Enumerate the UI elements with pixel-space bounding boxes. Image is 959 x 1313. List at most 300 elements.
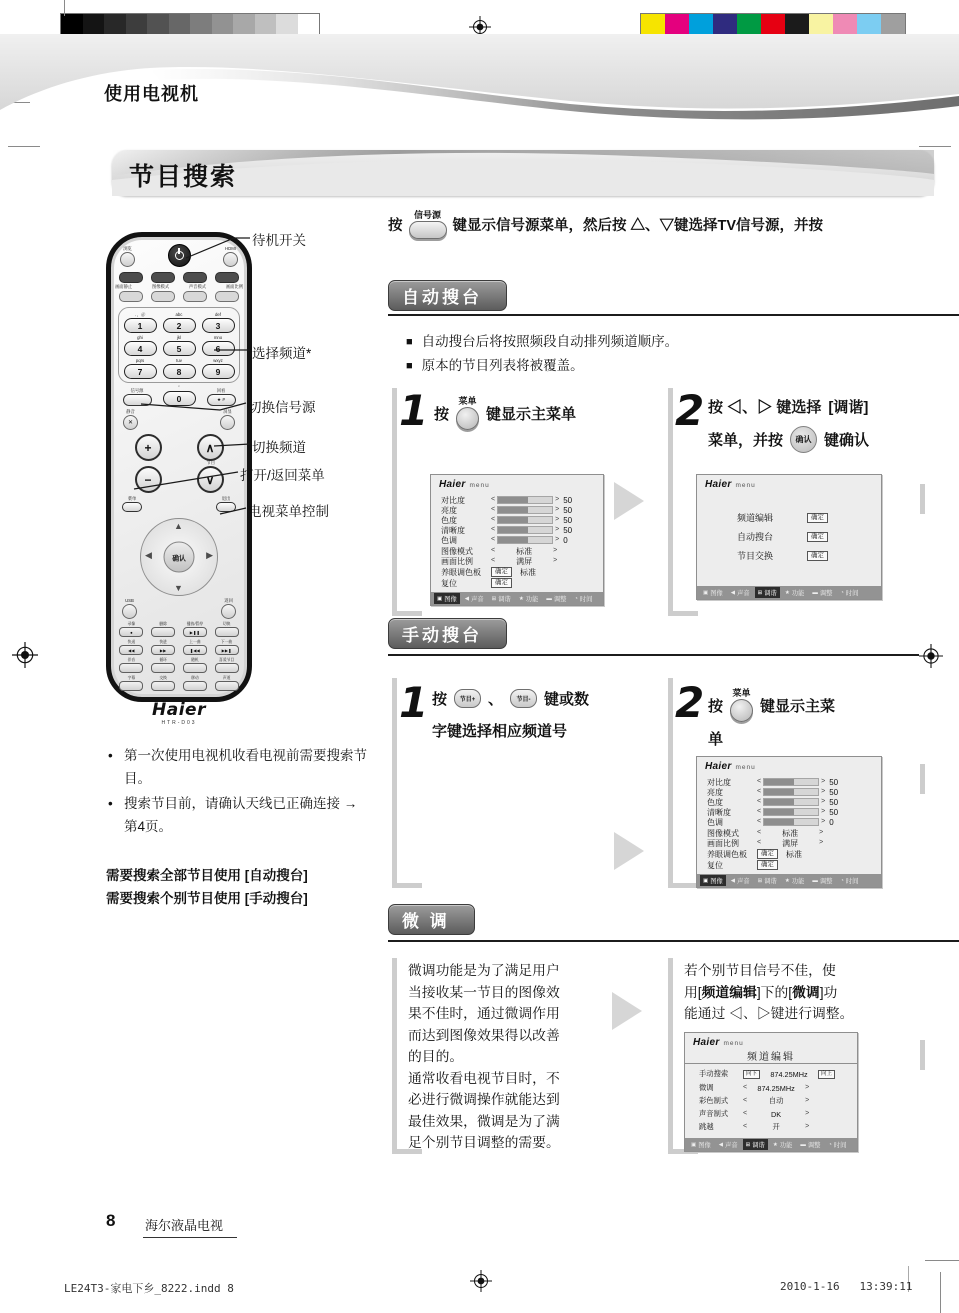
tab-label: 功能 xyxy=(525,596,539,603)
left-arrow-icon: < xyxy=(743,1084,748,1091)
mode-button xyxy=(151,272,175,283)
right-arrow-icon: > xyxy=(805,1123,810,1130)
print-file-info: LE24T3-家电下乡_8222.indd 8 xyxy=(64,1282,234,1295)
source-key-illustration xyxy=(409,210,447,239)
digit-letters: ．，＠ xyxy=(134,312,146,317)
paragraph-line: 而达到图像效果得以改善 xyxy=(408,1027,560,1043)
previous-track-icon: ❚◀◀ xyxy=(183,645,207,655)
program-down-key-illustration: 节目- xyxy=(510,689,537,708)
menu-divider xyxy=(685,1063,857,1064)
digit-button: 5 xyxy=(163,341,196,356)
digit-button: 8 xyxy=(163,364,196,379)
step-text: 键或数 xyxy=(544,691,590,708)
source-key-label: 信号源 xyxy=(413,210,441,220)
left-arrow-icon: < xyxy=(743,1110,748,1117)
digit-key-8 xyxy=(161,358,197,379)
media-key xyxy=(212,622,241,637)
adjust-tab-icon: ▬ xyxy=(546,595,552,602)
next-track-icon: ▶▶❚ xyxy=(215,645,239,655)
menu-key-label: 菜单 xyxy=(458,396,477,406)
crop-mark xyxy=(925,1260,959,1261)
page-number: 8 xyxy=(106,1211,116,1230)
left-arrow-icon: < xyxy=(491,526,496,533)
tab-label: 声音 xyxy=(737,590,750,597)
menu-row-value: 50 xyxy=(563,505,573,515)
menu-label: 菜单 xyxy=(127,496,137,501)
source-key-shape xyxy=(409,221,447,239)
digit-key-2 xyxy=(161,312,197,333)
mode-label: 画面比例 xyxy=(225,284,243,289)
menu-row-value: 50 xyxy=(563,515,573,525)
number-keypad xyxy=(118,307,240,383)
menu-row-label: 自动搜台 xyxy=(737,532,774,542)
media-button xyxy=(183,663,207,673)
next-step-arrow xyxy=(614,832,644,870)
recall-label: 回看 xyxy=(216,388,226,393)
crop-mark xyxy=(64,0,65,16)
tab-label: 图像 xyxy=(710,590,723,597)
callout-channel-switch: 切换频道 xyxy=(252,440,306,455)
menu-row-label: 养眼调色板 xyxy=(441,567,481,577)
zero-accent: ˘ xyxy=(178,385,180,390)
time-tab-icon: ◔ xyxy=(574,595,578,602)
slider-track xyxy=(497,526,553,534)
right-arrow-icon: > xyxy=(553,557,558,564)
print-datetime xyxy=(780,1280,912,1293)
left-arrow-icon: < xyxy=(491,516,496,523)
slider-fill xyxy=(498,527,528,533)
note-manual-hint xyxy=(106,887,372,910)
menu-brand xyxy=(693,1037,744,1048)
right-arrow-icon: > xyxy=(821,818,826,825)
volume-up-button: + xyxy=(135,434,162,461)
digit-key-0 xyxy=(163,385,196,406)
media-button xyxy=(119,681,143,691)
fine-tuning-description xyxy=(408,960,618,1154)
digit-key-3 xyxy=(200,312,236,333)
tab-label: 调整 xyxy=(553,596,567,603)
left-arrow-icon: < xyxy=(757,818,762,825)
tab-label: 调谐 xyxy=(498,596,511,603)
slider-track xyxy=(763,808,819,816)
sound-tab-icon: ◀ xyxy=(718,1141,724,1148)
menu-row-value: 开 xyxy=(772,1122,780,1131)
source-label: 信号源 xyxy=(130,388,144,393)
adjust-tab-icon: ▬ xyxy=(812,877,818,884)
media-button xyxy=(215,681,239,691)
hdmi-button-shape xyxy=(223,252,238,267)
usb-button xyxy=(122,598,137,619)
mode-button xyxy=(215,272,239,283)
menu-row-label: 对比度 xyxy=(441,495,465,505)
paragraph-line: 当接收某一节目的图像效 xyxy=(408,984,560,1000)
media-key-label: 播放/暂停 xyxy=(186,622,203,626)
media-key xyxy=(149,676,178,691)
menu-row-value: 50 xyxy=(829,777,839,787)
right-arrow-icon: > xyxy=(555,516,560,523)
function-tab-icon: ★ xyxy=(518,595,524,602)
tuning-tab-icon: ⊞ xyxy=(491,595,497,602)
time-tab-icon: ◔ xyxy=(840,877,844,884)
tab-label: 时间 xyxy=(833,1142,847,1149)
digit-letters: tuv xyxy=(176,358,182,363)
media-key-label: 切换 xyxy=(222,622,231,626)
tv-menu-picture xyxy=(430,474,604,606)
tab-picture xyxy=(700,875,726,886)
callout-source-switch: 切换信号源 xyxy=(248,400,316,415)
confirm-box: 确定 xyxy=(491,578,512,588)
menu-brand-text: Haier xyxy=(705,479,732,490)
menu-tab-bar xyxy=(697,874,881,887)
tab-label: 时间 xyxy=(579,596,593,603)
menu-row-value: 50 xyxy=(829,807,839,817)
menu-row-value: 50 xyxy=(563,525,573,535)
right-arrow-icon: > xyxy=(821,788,826,795)
slider-fill xyxy=(498,507,528,513)
tab-label: 声音 xyxy=(725,1142,738,1149)
step-text: 单 xyxy=(708,731,724,748)
tab-label: 调整 xyxy=(807,1142,821,1149)
tab-picture xyxy=(700,587,726,598)
menu-row-value: 自动 xyxy=(768,1096,784,1105)
menu-row-label: 色度 xyxy=(441,515,457,525)
media-key-label: 录像 xyxy=(127,622,136,626)
manual-step2-line2 xyxy=(708,728,723,749)
left-arrow-icon: < xyxy=(757,839,762,846)
menu-row-label: 频道编辑 xyxy=(737,513,774,523)
function-tab-icon: ★ xyxy=(772,1141,778,1148)
digit-letters: def xyxy=(215,312,221,317)
menu-row-value: 标准 xyxy=(520,567,536,577)
left-arrow-icon: < xyxy=(491,557,496,564)
menu-word: menu xyxy=(469,482,490,489)
mute-button xyxy=(123,409,138,430)
digit-button: 4 xyxy=(124,341,157,356)
media-key xyxy=(212,676,241,691)
media-row-2 xyxy=(117,640,241,655)
back-button xyxy=(221,598,236,619)
right-arrow-icon: > xyxy=(555,536,560,543)
media-key-label: 声道 xyxy=(222,676,231,680)
menu-row-label: 清晰度 xyxy=(707,807,731,817)
note-auto-hint xyxy=(106,864,372,887)
section-title: 自动搜台 xyxy=(402,288,482,307)
source-button xyxy=(123,388,152,406)
menu-row-label: 微调 xyxy=(699,1083,714,1092)
menu-row-label: 色度 xyxy=(707,797,723,807)
media-key-label: 快退 xyxy=(127,640,136,644)
function-tab-icon: ★ xyxy=(784,589,790,596)
dpad-right-icon: ▶ xyxy=(206,550,213,560)
menu-row-value: 50 xyxy=(829,797,839,807)
media-button xyxy=(215,663,239,673)
menu-brand-text: Haier xyxy=(705,761,732,772)
media-key xyxy=(117,640,146,655)
time-tab-icon: ◔ xyxy=(828,1141,832,1148)
callout-standby: 待机开关 xyxy=(252,233,306,248)
crop-mark xyxy=(8,146,40,147)
tab-label: 调整 xyxy=(819,878,833,885)
tv-menu-picture xyxy=(696,756,882,888)
menu-row-label: 跳越 xyxy=(699,1122,714,1131)
browse-button-shape xyxy=(120,252,135,267)
menu-row-label: 图像模式 xyxy=(441,546,473,556)
media-key xyxy=(117,622,146,637)
intro-instruction xyxy=(388,210,959,239)
tuning-tab-icon: ⊞ xyxy=(757,589,763,596)
tab-label: 功能 xyxy=(791,590,805,597)
media-key-label: 循环 xyxy=(159,658,167,662)
media-key xyxy=(117,658,146,673)
tab-sound xyxy=(462,593,487,604)
digit-button: 7 xyxy=(124,364,157,379)
right-arrow-icon: > xyxy=(555,506,560,513)
slider-fill xyxy=(764,789,794,795)
hint-text: 需要搜索全部节目使用 xyxy=(106,868,245,883)
menu-row-value: 标准 xyxy=(516,546,533,556)
menu-row-label: 复位 xyxy=(707,860,723,870)
step-text: 键确认 xyxy=(824,432,870,449)
dpad xyxy=(140,518,218,596)
fine-tuning-note xyxy=(684,960,914,1025)
callout-channel-select: 选择频道* xyxy=(252,346,312,361)
left-arrow-icon: < xyxy=(743,1123,748,1130)
media-key-label: 伴音 xyxy=(127,658,136,662)
step-bracket xyxy=(392,678,397,888)
function-button xyxy=(183,291,207,302)
media-key-label: 字幕 xyxy=(127,676,136,680)
left-arrow-icon: < xyxy=(757,798,762,805)
exit-label: 退出 xyxy=(221,496,231,501)
picture-tab-icon: ▣ xyxy=(691,1141,697,1148)
slider-fill xyxy=(498,517,528,523)
recall-button-shape: ★ # xyxy=(207,394,236,406)
picture-tab-icon: ▣ xyxy=(703,877,709,884)
tab-label: 调谐 xyxy=(764,878,777,885)
menu-row-value: 50 xyxy=(563,495,573,505)
media-key xyxy=(181,622,210,637)
media-key-label: 上一曲 xyxy=(189,640,201,644)
crop-mark xyxy=(919,146,951,147)
digit-button: 3 xyxy=(202,318,235,333)
intro-text: 键显示信号源菜单，然后按 △、▽键选择TV信号源，并按 xyxy=(452,218,824,234)
next-panel-fragment xyxy=(920,764,925,794)
digit-button: 6 xyxy=(202,341,235,356)
media-key-label: 随机 xyxy=(191,658,199,662)
media-key-label: 快进 xyxy=(159,640,167,644)
slider-track xyxy=(763,798,819,806)
sound-tab-icon: ◀ xyxy=(730,877,736,884)
tab-time xyxy=(571,593,595,604)
next-panel-fragment xyxy=(920,484,925,514)
media-key xyxy=(212,658,241,673)
hint-bold: [手动搜台] xyxy=(244,891,308,906)
menu-row-label: 手动搜索 xyxy=(699,1069,729,1078)
right-arrow-icon: > xyxy=(553,547,558,554)
digit-button: 1 xyxy=(124,318,157,333)
media-key xyxy=(149,658,178,673)
right-arrow-icon: > xyxy=(555,496,560,503)
slider-fill xyxy=(764,779,794,785)
step-text: 菜单，并按 xyxy=(708,432,784,449)
mute-icon: ✕ xyxy=(123,415,138,430)
square-bullet-icon: ■ xyxy=(406,336,413,348)
section-auto-search xyxy=(388,280,507,311)
right-arrow-icon: > xyxy=(819,829,824,836)
registration-mark-icon xyxy=(12,642,38,668)
step-bracket-foot xyxy=(668,883,698,888)
tab-label: 功能 xyxy=(791,878,805,885)
media-key xyxy=(149,640,178,655)
remote-hdmi-label: HDMI xyxy=(225,246,236,251)
time-tab-icon: ◔ xyxy=(840,589,844,596)
slider-track xyxy=(497,496,553,504)
menu-row-label: 画面比例 xyxy=(441,556,473,566)
digit-letters: ghi xyxy=(137,335,143,340)
confirm-box: 确定 xyxy=(491,567,512,577)
slider-fill xyxy=(498,537,528,543)
slider-fill xyxy=(764,819,794,825)
tab-label: 声音 xyxy=(471,596,484,603)
chapter-title: 使用电视机 xyxy=(104,84,199,104)
notes-block xyxy=(106,744,372,910)
tab-label: 时间 xyxy=(845,878,859,885)
paragraph-bold: 频道编辑 xyxy=(701,984,757,1000)
left-arrow-icon: < xyxy=(757,778,762,785)
tab-label: 调谐 xyxy=(752,1142,765,1149)
adjust-tab-icon: ▬ xyxy=(800,1141,806,1148)
digit-key-5 xyxy=(161,335,197,356)
paragraph-line: 通常收看电视节目时，不 xyxy=(408,1070,560,1086)
left-arrow-icon: < xyxy=(757,829,762,836)
tab-picture xyxy=(688,1139,714,1150)
page-title-bar xyxy=(112,150,934,196)
bullet-dot: • xyxy=(108,748,113,763)
confirm-box: 确定 xyxy=(807,532,828,542)
menu-tab-bar xyxy=(685,1138,857,1151)
tab-label: 功能 xyxy=(779,1142,793,1149)
tab-time xyxy=(825,1139,849,1150)
mode-label: 画面静止 xyxy=(115,284,133,289)
menu-brand xyxy=(705,479,756,490)
switch-button xyxy=(215,627,239,637)
tab-picture xyxy=(434,593,460,604)
exit-button-shape xyxy=(216,502,236,512)
slider-fill xyxy=(764,809,794,815)
media-key xyxy=(181,640,210,655)
digit-letters: abc xyxy=(175,312,183,317)
paragraph-text: 用[ xyxy=(684,984,702,1000)
step-text: 按 xyxy=(708,697,724,715)
mode-button xyxy=(183,272,207,283)
left-arrow-icon: < xyxy=(757,808,762,815)
auto-step1-instruction xyxy=(434,396,576,430)
left-arrow-icon: < xyxy=(491,506,496,513)
tab-label: 图像 xyxy=(710,878,723,885)
mode-button xyxy=(119,272,143,283)
next-step-arrow xyxy=(612,992,642,1030)
step-bracket xyxy=(392,388,397,616)
section-rule xyxy=(388,654,919,656)
fast-forward-icon: ▶▶ xyxy=(151,645,175,655)
media-key-label: 移动 xyxy=(191,676,199,680)
osd-label: 屏显 xyxy=(223,409,232,414)
program-up-key-illustration: 节目+ xyxy=(454,689,481,708)
digit-letters: jkl xyxy=(176,335,182,340)
tab-sound xyxy=(728,587,753,598)
menu-brand-text: Haier xyxy=(693,1037,720,1048)
menu-row-label: 图像模式 xyxy=(707,828,739,838)
osd-button-shape xyxy=(220,415,235,430)
step-bracket xyxy=(668,678,673,888)
section-title: 微 调 xyxy=(402,912,450,931)
osd-button xyxy=(220,409,235,430)
text-bracket xyxy=(668,958,673,1154)
right-arrow-icon: > xyxy=(821,798,826,805)
media-key xyxy=(181,676,210,691)
tab-label: 调整 xyxy=(819,590,833,597)
text-bracket xyxy=(392,958,397,1154)
media-row-1 xyxy=(117,622,241,637)
media-key-label: 下一曲 xyxy=(220,640,233,644)
bullet-dot: • xyxy=(108,796,113,811)
paragraph-line: 的目的。 xyxy=(408,1049,464,1064)
menu-row-label: 节目交换 xyxy=(737,551,774,561)
auto-bullet-1 xyxy=(406,330,678,354)
back-label: 返回 xyxy=(224,598,233,603)
tab-adjust xyxy=(809,875,835,886)
menu-key-shape xyxy=(456,407,479,430)
step-bracket xyxy=(668,388,673,616)
menu-key-label: 菜单 xyxy=(732,688,751,698)
menu-row-value: 874.25MHz xyxy=(770,1069,808,1079)
media-button xyxy=(151,681,175,691)
confirm-box: 确定 xyxy=(807,551,828,561)
paragraph-line xyxy=(684,982,914,1004)
manual-step1-line2 xyxy=(432,720,567,741)
callout-tv-menu-control: 电视菜单控制 xyxy=(248,504,329,519)
menu-row-label: 养眼调色板 xyxy=(707,849,747,859)
digit-key-6 xyxy=(200,335,236,356)
section-fine-tuning xyxy=(388,904,475,935)
remote-brand-logo: Haier xyxy=(152,700,206,720)
menu-row-value: DK xyxy=(771,1109,782,1119)
channel-rocker-label: 节目 xyxy=(206,460,215,465)
remote-hdmi-button xyxy=(223,246,238,267)
step-text: 、 xyxy=(488,691,504,708)
media-button xyxy=(151,663,175,673)
sound-tab-icon: ◀ xyxy=(730,589,736,596)
menu-row-label: 清晰度 xyxy=(441,525,465,535)
recall-button xyxy=(207,388,236,406)
media-button xyxy=(119,663,143,673)
paragraph-line: 足个别节目调整的需要。 xyxy=(408,1135,560,1150)
tab-adjust xyxy=(797,1139,823,1150)
left-arrow-icon: < xyxy=(491,547,496,554)
step-text: 键显示主菜 xyxy=(760,697,836,715)
media-row-3 xyxy=(117,658,241,673)
step-bracket-foot xyxy=(668,611,698,616)
slider-fill xyxy=(498,497,528,503)
next-panel-fragment xyxy=(920,1040,925,1070)
menu-row-value: 满屏 xyxy=(782,838,799,848)
menu-row-value: 0 xyxy=(563,535,568,545)
tuning-tab-icon: ⊞ xyxy=(757,877,763,884)
function-button xyxy=(215,291,239,302)
section-manual-search xyxy=(388,618,507,649)
remote-browse-label: 浏览 xyxy=(123,246,132,251)
step-bracket-foot xyxy=(392,883,422,888)
